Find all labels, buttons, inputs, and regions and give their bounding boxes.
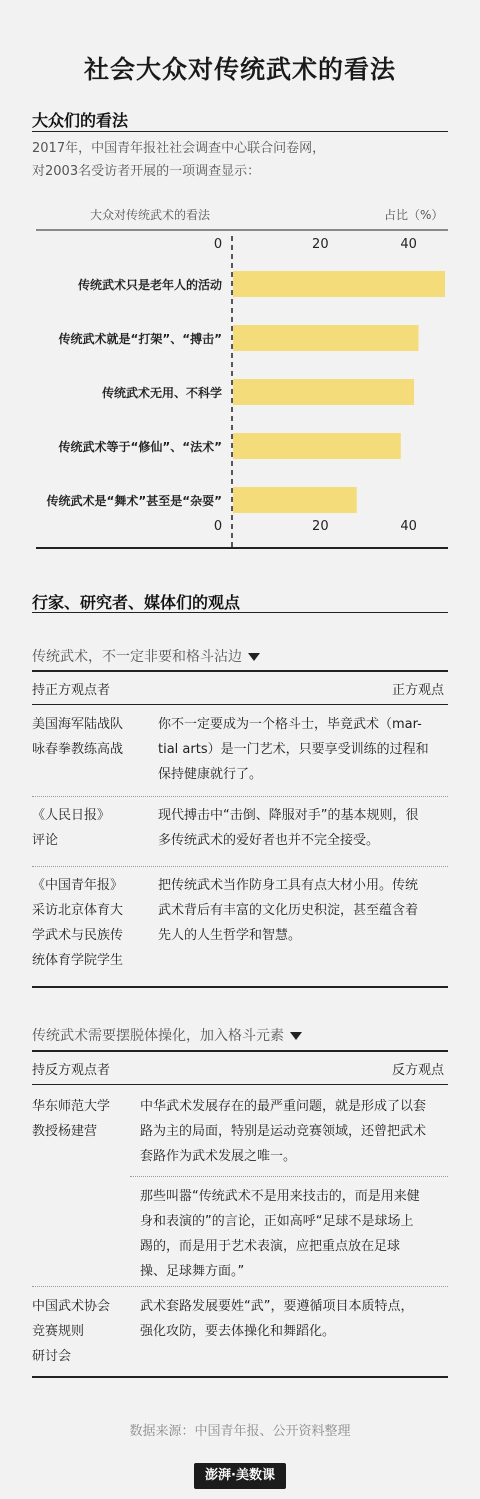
tick-label-bottom: 40 xyxy=(400,519,417,534)
pro-row-1-who xyxy=(32,712,142,762)
category-header: 大众对传统武术的看法 xyxy=(90,208,211,222)
row-divider xyxy=(32,1286,448,1287)
con-row-1-view-2 xyxy=(140,1184,460,1284)
tick-label-top: 0 xyxy=(213,237,223,252)
bar-category-label: 传统武术是“舞术”甚至是“杂耍” xyxy=(46,494,222,508)
table-top-rule xyxy=(32,1050,448,1052)
who-line: 评论 xyxy=(32,833,59,848)
section-heading-experts: 行家、研究者、媒体们的观点 xyxy=(32,593,241,612)
value-header: 占比（%） xyxy=(384,208,444,222)
con-row-1-who xyxy=(32,1094,142,1144)
table-header-rule xyxy=(32,704,448,705)
view-line: 那些叫嚣“传统武术不是用来技击的，而是用来健 xyxy=(140,1189,420,1204)
bar xyxy=(233,325,419,351)
pro-row-3-view xyxy=(158,873,458,948)
view-line: 多传统武术的爱好者也并不完全接受。 xyxy=(158,833,380,848)
pro-col-left-header: 持正方观点者 xyxy=(32,683,111,698)
who-line: 竞赛规则 xyxy=(32,1324,85,1339)
view-line: 路为主的局面，特别是运动竞赛领域，还曾把武术 xyxy=(140,1124,427,1139)
bar-category-label: 传统武术无用、不科学 xyxy=(101,386,222,400)
who-line: 华东师范大学 xyxy=(32,1099,111,1114)
triangle-down-icon xyxy=(290,1032,302,1040)
con-row-2-view xyxy=(140,1294,460,1344)
view-line: 套路作为武术发展之唯一。 xyxy=(140,1149,297,1164)
page-title: 社会大众对传统武术的看法 xyxy=(83,55,396,84)
pro-row-3-who xyxy=(32,873,142,973)
view-line: 强化攻防，要去体操化和舞蹈化。 xyxy=(140,1324,336,1339)
con-col-left-header: 持反方观点者 xyxy=(32,1063,111,1078)
triangle-down-icon xyxy=(248,653,260,661)
table-bottom-rule xyxy=(32,986,448,988)
pro-subheading-text: 传统武术，不一定非要和格斗沾边 xyxy=(32,649,242,665)
who-line: 咏春拳教练高战 xyxy=(32,742,124,757)
view-line: 踢的，而是用于艺术表演，应把重点放在足球 xyxy=(140,1239,401,1254)
who-line: 统体育学院学生 xyxy=(32,953,124,968)
view-line: 把传统武术当作防身工具有点大材小用。传统 xyxy=(158,878,419,893)
con-subheading-text: 传统武术需要摆脱体操化，加入格斗元素 xyxy=(32,1028,284,1044)
con-row-2-who xyxy=(32,1294,142,1369)
view-line: 你不一定要成为一个格斗士，毕竟武术（mar- xyxy=(158,717,422,732)
con-row-1-view xyxy=(140,1094,460,1169)
section-heading-public: 大众们的看法 xyxy=(32,111,129,130)
intro-line-2: 对2003名受访者开展的一项调查显示： xyxy=(32,164,261,179)
pro-row-2-view xyxy=(158,803,458,853)
who-line: 教授杨建营 xyxy=(32,1124,98,1139)
tick-label-bottom: 0 xyxy=(213,519,223,534)
pro-row-2-who xyxy=(32,803,142,853)
bar xyxy=(233,487,357,513)
tick-label-bottom: 20 xyxy=(312,519,329,534)
view-line: 操、足球舞方面。” xyxy=(140,1264,245,1279)
table-top-rule xyxy=(32,670,448,672)
who-line: 采访北京体育大 xyxy=(32,903,124,918)
tick-label-top: 20 xyxy=(312,237,329,252)
table-header-rule xyxy=(32,1084,448,1085)
view-line: 武术套路发展要姓“武”，要遵循项目本质特点， xyxy=(140,1299,414,1314)
bar-category-label: 传统武术等于“修仙”、“法术” xyxy=(58,440,222,454)
pro-row-1-view xyxy=(158,712,458,787)
table-bottom-rule xyxy=(32,1376,448,1378)
row-divider xyxy=(130,1176,448,1177)
view-line: 保持健康就行了。 xyxy=(158,767,263,782)
view-line: 现代搏击中“击倒、降服对手”的基本规则，很 xyxy=(158,808,419,823)
con-col-right-header: 反方观点 xyxy=(392,1063,445,1078)
view-line: 武术背后有丰富的文化历史积淀，甚至蕴含着 xyxy=(158,903,419,918)
who-line: 美国海军陆战队 xyxy=(32,717,124,732)
view-line: 身和表演的”的言论，正如高呼“足球不是球场上 xyxy=(140,1214,414,1229)
intro-line-1: 2017年，中国青年报社社会调查中心联合问卷网， xyxy=(32,141,326,156)
publisher-logo: 澎湃·美数课 xyxy=(194,1463,286,1489)
bar-chart xyxy=(0,0,480,560)
bar xyxy=(233,379,414,405)
who-line: 《人民日报》 xyxy=(32,808,111,823)
view-line: 先人的人生哲学和智慧。 xyxy=(158,928,302,943)
tick-label-top: 40 xyxy=(400,237,417,252)
con-subheading xyxy=(32,1025,302,1045)
who-line: 《中国青年报》 xyxy=(32,878,124,893)
who-line: 研讨会 xyxy=(32,1349,72,1364)
bar xyxy=(233,271,445,297)
who-line: 中国武术协会 xyxy=(32,1299,111,1314)
view-line: 中华武术发展存在的最严重问题，就是形成了以套 xyxy=(140,1099,427,1114)
data-source: 数据来源：中国青年报、公开资料整理 xyxy=(129,1424,351,1439)
bar-category-label: 传统武术只是老年人的活动 xyxy=(77,278,222,292)
who-line: 学武术与民族传 xyxy=(32,928,124,943)
section-divider xyxy=(32,612,448,613)
bar xyxy=(233,433,401,459)
row-divider xyxy=(32,796,448,797)
pro-col-right-header: 正方观点 xyxy=(392,683,445,698)
bar-category-label: 传统武术就是“打架”、“搏击” xyxy=(58,332,222,346)
view-line: tial arts）是一门艺术，只要享受训练的过程和 xyxy=(158,742,429,757)
pro-subheading xyxy=(32,646,260,666)
row-divider xyxy=(32,866,448,867)
